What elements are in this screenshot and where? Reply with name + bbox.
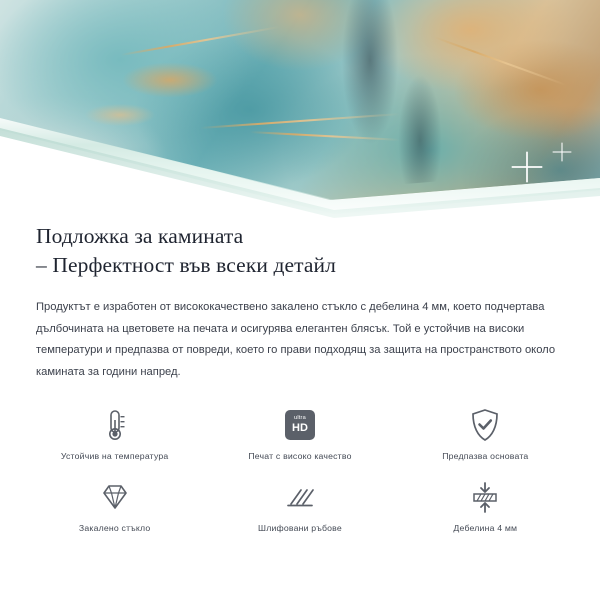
feature-label: Устойчив на температура (60, 451, 169, 461)
feature-item-tempered-glass (22, 477, 207, 549)
feature-label: Закалено стъкло (78, 523, 151, 533)
polished-edges-icon (284, 477, 316, 517)
feature-item-print-quality (207, 405, 392, 477)
page-title (0, 222, 600, 280)
feature-item-thickness (393, 477, 578, 549)
feature-label: Дебелина 4 мм (453, 523, 518, 533)
marble-glass-panel-image (0, 0, 600, 200)
feature-label: Предпазва основата (442, 451, 529, 461)
feature-grid (0, 405, 600, 549)
thermometer-icon (100, 405, 130, 445)
thickness-icon (468, 477, 502, 517)
feature-item-surface-protection (393, 405, 578, 477)
content-block (0, 222, 600, 549)
feature-label: Шлифовани ръбове (258, 523, 342, 533)
shield-check-icon (469, 405, 501, 445)
diamond-icon (98, 477, 132, 517)
page-title-line-1: Подложка за камината (36, 224, 244, 248)
feature-item-temperature (22, 405, 207, 477)
ultra-hd-icon: ultra HD (285, 405, 315, 445)
feature-label: Печат с високо качество (248, 451, 352, 461)
hero-image (0, 0, 600, 222)
sparkle-icon (553, 143, 572, 162)
sparkle-icon (512, 152, 543, 183)
description-paragraph: Продуктът е изработен от висококачествено закалено стъкло с дебелина 4 мм, което подчертава дълбочината на цветовете на печата и осигурява елегантен блясък. Той е устойчив на високи температури и предпазва от повреди, което го прави подходящ за защита на пространството около камината за години напред. (36, 301, 556, 378)
page-title-line-2: – Перфектност във всеки детайл (36, 253, 336, 277)
feature-item-polished-edges (207, 477, 392, 549)
